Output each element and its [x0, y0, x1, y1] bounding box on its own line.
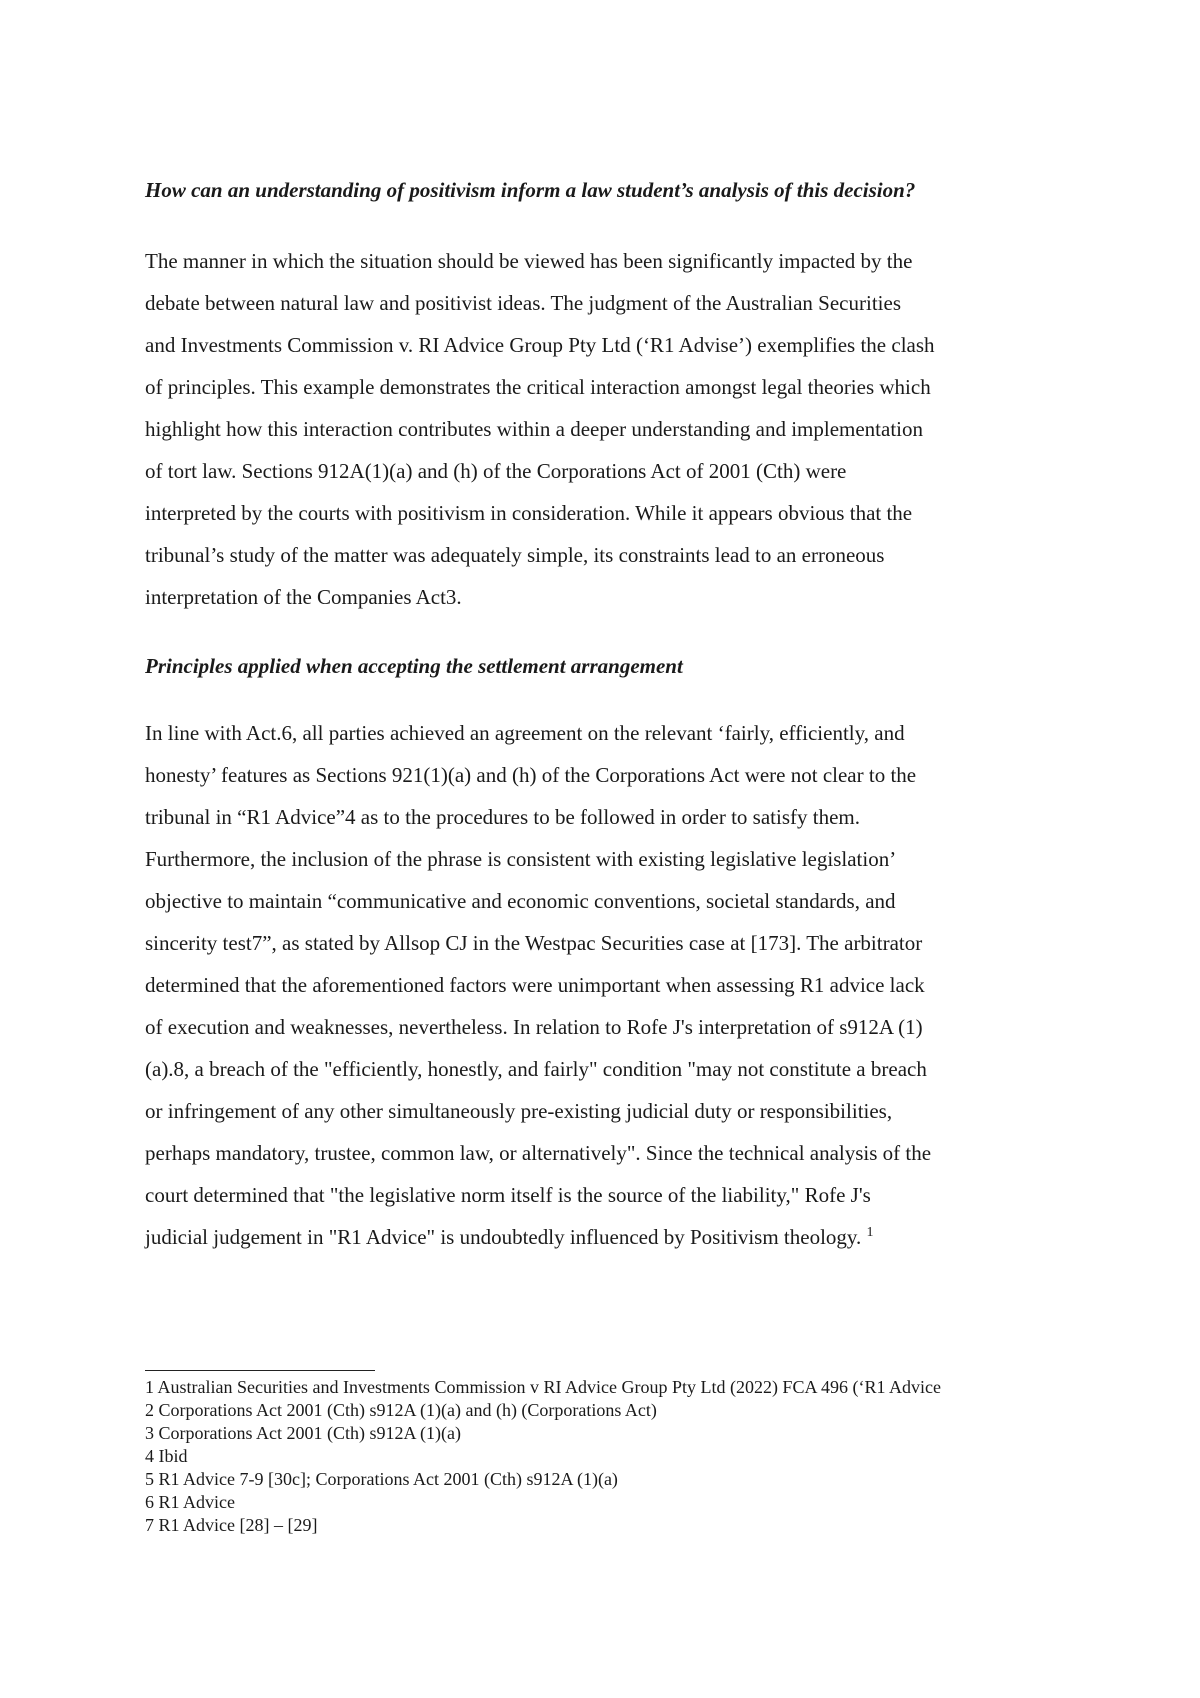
paragraph-line: perhaps mandatory, trustee, common law, or alternatively". Since the technical analysis of the	[145, 1141, 932, 1165]
paragraph-line: tribunal in “R1 Advice”4 as to the procedures to be followed in order to satisfy them.	[145, 805, 860, 829]
paragraph-line: In line with Act.6, all parties achieved an agreement on the relevant ‘fairly, efficiently, and	[145, 721, 905, 745]
footnote-item: 2 Corporations Act 2001 (Cth) s912A (1)(a) and (h) (Corporations Act)	[145, 1400, 657, 1420]
footnote-item: 5 R1 Advice 7-9 [30c]; Corporations Act 2001 (Cth) s912A (1)(a)	[145, 1469, 618, 1489]
footnote-item: 1 Australian Securities and Investments Commission v RI Advice Group Pty Ltd (2022) FCA 496 (‘R1 Advice	[145, 1377, 941, 1397]
paragraph-line: objective to maintain “communicative and economic conventions, societal standards, and	[145, 889, 896, 913]
footnote-item: 4 Ibid	[145, 1446, 188, 1466]
paragraph-line: honesty’ features as Sections 921(1)(a) and (h) of the Corporations Act were not clear to the	[145, 763, 917, 787]
paragraph-line: court determined that "the legislative norm itself is the source of the liability," Rofe J's	[145, 1183, 871, 1207]
paragraph-line: and Investments Commission v. RI Advice Group Pty Ltd (‘R1 Advise’) exemplifies the clash	[145, 333, 935, 357]
paragraph-line-last	[145, 1216, 1065, 1258]
paragraph-line: tribunal’s study of the matter was adequately simple, its constraints lead to an erroneous	[145, 543, 885, 567]
paragraph-line: highlight how this interaction contributes within a deeper understanding and implementation	[145, 417, 923, 441]
paragraph-line: of tort law. Sections 912A(1)(a) and (h) of the Corporations Act of 2001 (Cth) were	[145, 459, 847, 483]
paragraph-line: of execution and weaknesses, nevertheless. In relation to Rofe J's interpretation of s912A (1)	[145, 1015, 923, 1039]
paragraph-line: debate between natural law and positivist ideas. The judgment of the Australian Securities	[145, 291, 901, 315]
section-heading-principles: Principles applied when accepting the settlement arrangement	[145, 654, 683, 678]
paragraph-positivism	[145, 240, 1065, 618]
paragraph-line: (a).8, a breach of the "efficiently, honestly, and fairly" condition "may not constitute a breach	[145, 1057, 927, 1081]
footnote-reference[interactable]: 1	[866, 1225, 874, 1240]
footnote-item: 3 Corporations Act 2001 (Cth) s912A (1)(a)	[145, 1423, 461, 1443]
paragraph-line-text: judicial judgement in "R1 Advice" is undoubtedly influenced by Positivism theology.	[145, 1225, 862, 1249]
paragraph-line: sincerity test7”, as stated by Allsop CJ in the Westpac Securities case at [173]. The arbitrator	[145, 931, 923, 955]
section-heading-positivism: How can an understanding of positivism inform a law student’s analysis of this decision?	[145, 178, 916, 202]
footnote-separator	[145, 1370, 375, 1371]
paragraph-line: Furthermore, the inclusion of the phrase is consistent with existing legislative legislation’	[145, 847, 897, 871]
footnotes-list	[145, 1376, 1145, 1537]
paragraph-line: interpretation of the Companies Act3.	[145, 585, 462, 609]
paragraph-line: interpreted by the courts with positivism in consideration. While it appears obvious that the	[145, 501, 913, 525]
paragraph-principles	[145, 712, 1065, 1258]
paragraph-line: The manner in which the situation should be viewed has been significantly impacted by the	[145, 249, 913, 273]
paragraph-line: of principles. This example demonstrates the critical interaction amongst legal theories which	[145, 375, 931, 399]
footnote-item: 6 R1 Advice	[145, 1492, 235, 1512]
footnote-item: 7 R1 Advice [28] – [29]	[145, 1515, 318, 1535]
paragraph-line: or infringement of any other simultaneously pre-existing judicial duty or responsibilities,	[145, 1099, 893, 1123]
paragraph-line: determined that the aforementioned factors were unimportant when assessing R1 advice lack	[145, 973, 925, 997]
